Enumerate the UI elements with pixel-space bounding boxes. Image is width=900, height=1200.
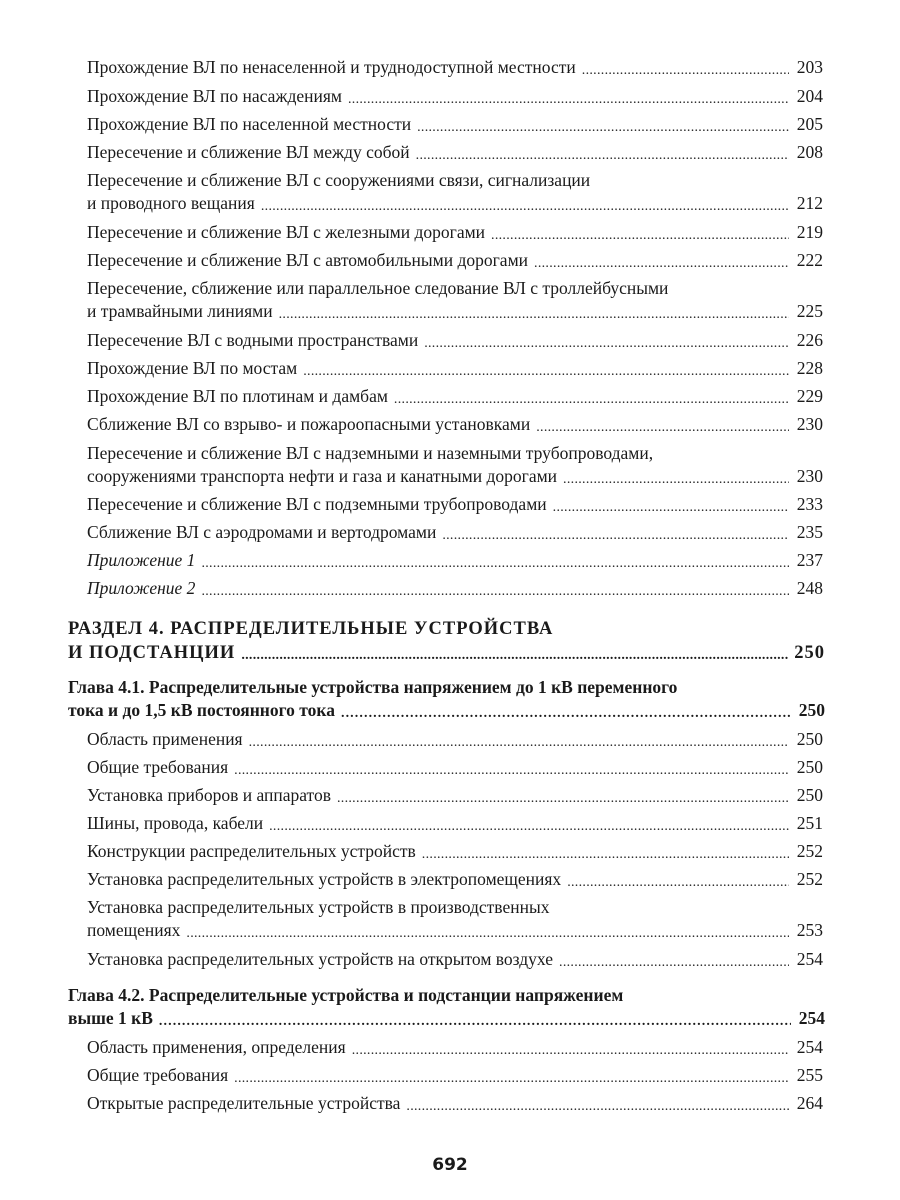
entry-title: Общие требования	[87, 1065, 229, 1085]
entry-title: Пересечение и сближение ВЛ с автомобильными дорогами	[87, 250, 529, 270]
entry-page: 212	[796, 193, 823, 213]
entry-title: Пересечение ВЛ с водными пространствами	[87, 330, 419, 350]
entry-page: 229	[796, 386, 823, 406]
entry-title: Прохождение ВЛ по населенной местности	[87, 114, 412, 134]
entry-title: Приложение 1	[87, 550, 196, 570]
entry-page: 230	[796, 466, 823, 486]
entry-page: 264	[796, 1093, 823, 1113]
entry-title-line2: и трамвайными линиями	[87, 301, 273, 321]
entry-title: Пересечение и сближение ВЛ между собой	[87, 142, 410, 162]
leader-dots	[582, 64, 789, 82]
entry-page: 225	[796, 301, 823, 321]
chapter-title-line2: выше 1 кВ	[68, 1008, 153, 1028]
entry-title: Прохождение ВЛ по мостам	[87, 358, 298, 378]
leader-dots	[553, 501, 789, 519]
entry-page: 226	[796, 330, 823, 350]
leader-dots	[348, 93, 789, 111]
chapter-title-line2: тока и до 1,5 кВ постоянного тока	[68, 700, 335, 720]
toc-entry	[87, 840, 823, 863]
entry-page: 205	[796, 114, 823, 134]
entry-title: Приложение 2	[87, 578, 196, 598]
leader-dots	[567, 876, 789, 894]
leader-dots	[394, 393, 789, 411]
entry-title: Пересечение и сближение ВЛ с подземными трубопроводами	[87, 494, 547, 514]
section-title-line1: РАЗДЕЛ 4. РАСПРЕДЕЛИТЕЛЬНЫЕ УСТРОЙСТВА	[68, 619, 554, 639]
leader-dots	[261, 200, 789, 218]
entry-title: Прохождение ВЛ по ненаселенной и труднодоступной местности	[87, 57, 576, 77]
leader-dots	[416, 149, 789, 167]
entry-page: 254	[796, 1037, 823, 1057]
entry-page: 250	[796, 757, 823, 777]
chapter-page: 254	[798, 1008, 825, 1028]
toc-entry	[87, 728, 823, 751]
entry-page: 254	[796, 949, 823, 969]
chapter-heading	[68, 676, 825, 722]
leader-dots	[186, 927, 789, 945]
page-number: 692	[432, 1155, 468, 1175]
section-heading	[68, 617, 825, 667]
leader-dots	[491, 229, 789, 247]
leader-dots	[417, 121, 789, 139]
toc-entry	[87, 521, 823, 544]
toc-entry	[87, 113, 823, 136]
toc-entry	[87, 784, 823, 807]
section-title-line2: И ПОДСТАНЦИИ	[68, 643, 236, 663]
entry-page: 252	[796, 841, 823, 861]
entry-page: 250	[796, 785, 823, 805]
toc-entry	[87, 413, 823, 436]
entry-page: 222	[796, 250, 823, 270]
entry-title: Сближение ВЛ с аэродромами и вертодромами	[87, 522, 437, 542]
entry-title: Установка приборов и аппаратов	[87, 785, 331, 805]
chapter-heading	[68, 984, 825, 1030]
entry-page: 228	[796, 358, 823, 378]
toc-entry	[87, 549, 823, 572]
leader-dots	[269, 820, 789, 838]
entry-title: Сближение ВЛ со взрыво- и пожароопасными установками	[87, 414, 531, 434]
toc-entry	[87, 357, 823, 380]
leader-dots	[234, 764, 789, 782]
entry-title: Прохождение ВЛ по насаждениям	[87, 86, 342, 106]
toc-entry	[87, 442, 823, 488]
entry-page: 230	[796, 414, 823, 434]
leader-dots	[536, 421, 789, 439]
toc-entry	[87, 1092, 823, 1115]
section-page: 250	[794, 643, 825, 663]
leader-dots	[201, 585, 789, 603]
entry-title-line1: Пересечение, сближение или параллельное следование ВЛ с троллейбусными	[87, 278, 669, 298]
toc-entry	[87, 249, 823, 272]
entry-page: 255	[796, 1065, 823, 1085]
leader-dots	[406, 1100, 789, 1118]
entry-title: Конструкции распределительных устройств	[87, 841, 416, 861]
entry-page: 253	[796, 920, 823, 940]
toc-entry	[87, 1036, 823, 1059]
toc-entry	[87, 1064, 823, 1087]
leader-dots	[422, 848, 789, 866]
toc-entry	[87, 221, 823, 244]
entry-title: Пересечение и сближение ВЛ с железными дорогами	[87, 222, 486, 242]
entry-title: Установка распределительных устройств на открытом воздухе	[87, 949, 554, 969]
entry-title-line2: и проводного вещания	[87, 193, 255, 213]
leader-dots	[303, 365, 789, 383]
toc-entry	[87, 812, 823, 835]
entry-title: Установка распределительных устройств в электропомещениях	[87, 869, 562, 889]
leader-dots	[341, 707, 791, 725]
leader-dots	[241, 649, 790, 668]
chapter-page: 250	[798, 700, 825, 720]
leader-dots	[337, 792, 789, 810]
toc-entry	[87, 277, 823, 323]
toc-entry	[87, 577, 823, 600]
entry-title-line2: сооружениями транспорта нефти и газа и канатными дорогами	[87, 466, 558, 486]
entry-title: Прохождение ВЛ по плотинам и дамбам	[87, 386, 388, 406]
leader-dots	[201, 557, 789, 575]
leader-dots	[279, 308, 789, 326]
entry-page: 235	[796, 522, 823, 542]
leader-dots	[442, 529, 789, 547]
entry-page: 204	[796, 86, 823, 106]
toc-entry	[87, 169, 823, 215]
entry-title: Общие требования	[87, 757, 229, 777]
entry-page: 203	[796, 57, 823, 77]
leader-dots	[352, 1044, 789, 1062]
entry-page: 251	[796, 813, 823, 833]
entry-title-line2: помещениях	[87, 920, 181, 940]
chapter-title-line1: Глава 4.2. Распределительные устройства и подстанции напряжением	[68, 985, 624, 1005]
toc-entry	[87, 385, 823, 408]
entry-title-line1: Пересечение и сближение ВЛ с сооружениями связи, сигнализации	[87, 170, 591, 190]
entry-page: 219	[796, 222, 823, 242]
toc-entry	[87, 141, 823, 164]
toc-entry	[87, 56, 823, 79]
entry-title-line1: Установка распределительных устройств в производственных	[87, 897, 550, 917]
entry-title: Шины, провода, кабели	[87, 813, 264, 833]
entry-page: 248	[796, 578, 823, 598]
entry-page: 208	[796, 142, 823, 162]
toc-entry	[87, 756, 823, 779]
toc-entry	[87, 85, 823, 108]
leader-dots	[249, 736, 789, 754]
toc-entry	[87, 868, 823, 891]
leader-dots	[563, 473, 789, 491]
leader-dots	[534, 257, 789, 275]
leader-dots	[159, 1015, 791, 1033]
toc-entry	[87, 896, 823, 942]
leader-dots	[234, 1072, 789, 1090]
entry-title-line1: Пересечение и сближение ВЛ с надземными и наземными трубопроводами,	[87, 443, 654, 463]
entry-title: Открытые распределительные устройства	[87, 1093, 401, 1113]
toc-entry	[87, 493, 823, 516]
entry-page: 237	[796, 550, 823, 570]
toc-entry	[87, 948, 823, 971]
toc-entry	[87, 329, 823, 352]
chapter-title-line1: Глава 4.1. Распределительные устройства напряжением до 1 кВ переменного	[68, 677, 678, 697]
leader-dots	[559, 956, 789, 974]
entry-page: 250	[796, 729, 823, 749]
entry-title: Область применения	[87, 729, 243, 749]
leader-dots	[424, 337, 789, 355]
entry-page: 233	[796, 494, 823, 514]
entry-page: 252	[796, 869, 823, 889]
entry-title: Область применения, определения	[87, 1037, 346, 1057]
